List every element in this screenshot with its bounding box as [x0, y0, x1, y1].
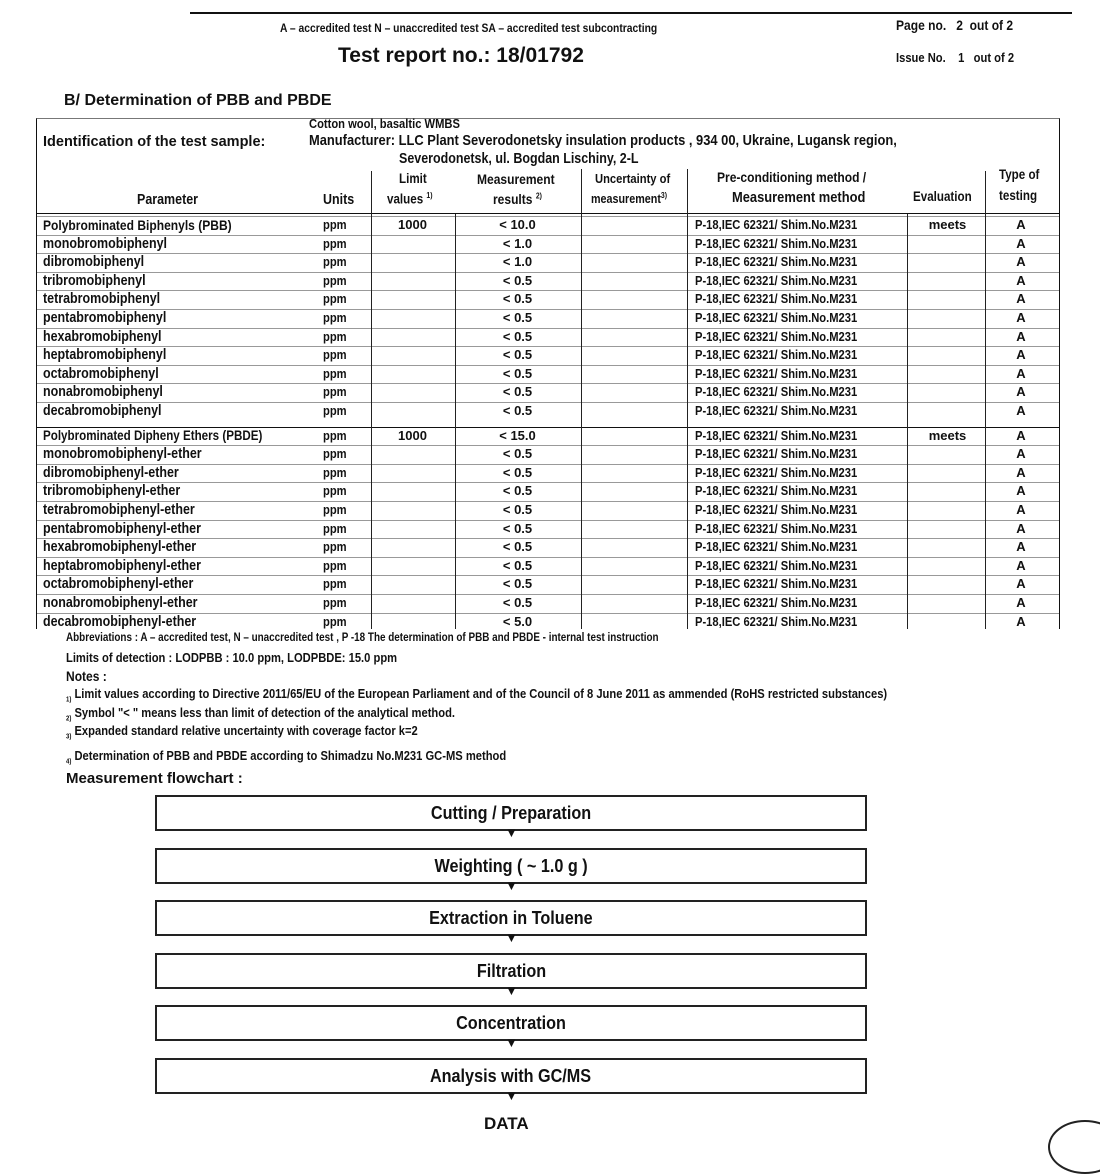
table-row [37, 383, 1059, 402]
cell-result: < 0.5 [502, 520, 533, 536]
cell-result: < 0.5 [502, 576, 533, 592]
page-number [896, 17, 1013, 33]
cell-result: < 0.5 [502, 365, 533, 381]
cell-type: A [1016, 291, 1026, 307]
cell-method: P-18,IEC 62321/ Shim.No.M231 [695, 446, 858, 462]
table-row [37, 328, 1059, 347]
cell-units: ppm [323, 576, 347, 592]
col-units: Units [323, 192, 355, 208]
column-divider [985, 171, 986, 629]
issue-number [896, 50, 1014, 65]
cell-result: < 1.0 [502, 235, 533, 251]
table-row [37, 464, 1059, 483]
cell-units: ppm [323, 557, 347, 573]
col-type-2: testing [999, 188, 1038, 203]
cell-limit: 1000 [398, 217, 427, 232]
cell-result: < 0.5 [502, 446, 533, 462]
cell-method: P-18,IEC 62321/ Shim.No.M231 [695, 365, 858, 381]
cell-parameter: hexabromobiphenyl [43, 328, 162, 345]
cell-method: P-18,IEC 62321/ Shim.No.M231 [695, 464, 858, 480]
issue-total: out of 2 [973, 50, 1015, 65]
cell-type: A [1016, 254, 1026, 270]
table-row [37, 613, 1059, 632]
sample-address: Severodonetsk, ul. Bogdan Lischiny, 2-L [399, 151, 639, 167]
cell-type: A [1016, 272, 1026, 288]
cell-result: < 0.5 [502, 291, 533, 307]
cell-parameter: nonabromobiphenyl [43, 384, 163, 401]
col-limit: Limit [399, 171, 427, 186]
cell-method: P-18,IEC 62321/ Shim.No.M231 [695, 328, 858, 344]
stamp [1048, 1120, 1100, 1174]
cell-result: < 0.5 [502, 328, 533, 344]
sample-manufacturer: Manufacturer: LLC Plant Severodonetsky insulation products , 934 00, Ukraine, Lugansk region, [309, 132, 897, 149]
cell-result: < 0.5 [502, 539, 533, 555]
cell-units: ppm [323, 613, 347, 629]
flowchart-title: Measurement flowchart : [66, 770, 243, 787]
cell-parameter: pentabromobiphenyl-ether [43, 520, 201, 537]
cell-units: ppm [323, 328, 347, 344]
notes-label: Notes : [66, 668, 107, 684]
page-label: Page no. [896, 17, 947, 33]
cell-units: ppm [323, 539, 347, 555]
cell-parameter: octabromobiphenyl [43, 365, 159, 382]
arrow-down-icon: ▼ [505, 877, 518, 893]
page-total: out of 2 [969, 17, 1014, 33]
cell-units: ppm [323, 272, 347, 288]
col-type: Type of [999, 167, 1040, 182]
cell-result: < 0.5 [502, 347, 533, 363]
col-measurement-2: results $^{2)}$ [493, 191, 542, 207]
cell-type: A [1016, 595, 1026, 610]
col-evaluation: Evaluation [913, 189, 972, 204]
cell-units: ppm [323, 254, 347, 270]
cell-type: A [1016, 427, 1026, 443]
cell-units: ppm [323, 427, 347, 443]
cell-type: A [1016, 217, 1026, 232]
flowchart-step: Concentration [155, 1005, 867, 1041]
flowchart-step: Analysis with GC/MS [155, 1058, 867, 1094]
table-row [37, 290, 1059, 309]
issue-value: 1 [958, 50, 965, 65]
sample-label: Identification of the test sample: [43, 134, 266, 150]
report-title: Test report no.: 18/01792 [338, 44, 584, 67]
table-row [37, 216, 1059, 235]
cell-method: P-18,IEC 62321/ Shim.No.M231 [695, 520, 858, 536]
cell-units: ppm [323, 291, 347, 307]
cell-method: P-18,IEC 62321/ Shim.No.M231 [695, 576, 858, 592]
cell-method: P-18,IEC 62321/ Shim.No.M231 [695, 613, 858, 629]
cell-result: < 5.0 [502, 613, 533, 629]
table-row [37, 501, 1059, 520]
cell-method: P-18,IEC 62321/ Shim.No.M231 [695, 347, 858, 363]
cell-units: ppm [323, 595, 347, 610]
cell-type: A [1016, 403, 1026, 418]
cell-units: ppm [323, 384, 347, 400]
cell-type: A [1016, 539, 1026, 555]
cell-parameter: tetrabromobiphenyl [43, 291, 161, 308]
cell-method: P-18,IEC 62321/ Shim.No.M231 [695, 254, 858, 270]
col-uncertainty-2: measurement$^{3)}$ [591, 191, 668, 207]
results-table [36, 118, 1060, 629]
cell-method: P-18,IEC 62321/ Shim.No.M231 [695, 539, 858, 555]
cell-parameter: heptabromobiphenyl [43, 347, 167, 364]
cell-method: P-18,IEC 62321/ Shim.No.M231 [695, 595, 858, 610]
cell-parameter: tetrabromobiphenyl-ether [43, 502, 195, 518]
column-divider [371, 171, 372, 629]
table-row [37, 272, 1059, 291]
cell-result: < 0.5 [502, 464, 533, 480]
col-measurement: Measurement [477, 171, 555, 187]
cell-method: P-18,IEC 62321/ Shim.No.M231 [695, 483, 858, 499]
cell-type: A [1016, 235, 1026, 251]
issue-label: Issue No. [896, 50, 946, 65]
note: $_{1)}$ Limit values according to Directive 2011/65/EU of the European Parliament and of the Council of 8 June 2011 as ammended (RoHS restricted substances) [66, 686, 888, 704]
cell-result: < 0.5 [502, 595, 533, 610]
cell-parameter: octabromobiphenyl-ether [43, 576, 194, 593]
col-parameter: Parameter [137, 192, 199, 208]
cell-method: P-18,IEC 62321/ Shim.No.M231 [695, 502, 858, 517]
cell-method: P-18,IEC 62321/ Shim.No.M231 [695, 427, 858, 443]
cell-evaluation: meets [928, 427, 967, 443]
cell-units: ppm [323, 464, 347, 480]
cell-result: < 0.5 [502, 310, 533, 325]
flowchart-end: DATA [484, 1114, 529, 1133]
flowchart-step: Filtration [155, 953, 867, 989]
cell-method: P-18,IEC 62321/ Shim.No.M231 [695, 235, 858, 251]
cell-result: < 1.0 [502, 254, 533, 270]
cell-parameter: dibromobiphenyl [43, 254, 145, 271]
header-rule [190, 12, 1072, 14]
cell-type: A [1016, 557, 1026, 573]
cell-parameter: monobromobiphenyl-ether [43, 446, 202, 463]
cell-units: ppm [323, 403, 347, 418]
cell-result: < 0.5 [502, 272, 533, 288]
cell-units: ppm [323, 347, 347, 363]
cell-method: P-18,IEC 62321/ Shim.No.M231 [695, 272, 858, 288]
cell-type: A [1016, 613, 1026, 629]
cell-parameter: Polybrominated Biphenyls (PBB) [43, 217, 232, 233]
cell-result: < 0.5 [502, 557, 533, 573]
col-limit-2: values $^{1)}$ [387, 191, 433, 207]
cell-type: A [1016, 328, 1026, 344]
cell-type: A [1016, 384, 1026, 400]
column-divider [455, 214, 456, 629]
arrow-down-icon: ▼ [505, 930, 518, 945]
flowchart-step: Weighting ( ~ 1.0 g ) [155, 848, 867, 884]
cell-type: A [1016, 464, 1026, 480]
note: $_{4)}$ Determination of PBB and PBDE according to Shimadzu No.M231 GC-MS method [66, 748, 507, 766]
cell-result: < 15.0 [499, 427, 536, 443]
cell-method: P-18,IEC 62321/ Shim.No.M231 [695, 403, 858, 418]
cell-evaluation: meets [928, 217, 967, 232]
column-divider [907, 214, 908, 629]
cell-type: A [1016, 310, 1026, 325]
header-divider [37, 213, 1059, 214]
table-row [37, 309, 1059, 328]
cell-units: ppm [323, 483, 347, 499]
arrow-down-icon: ▼ [505, 982, 518, 998]
cell-units: ppm [323, 310, 347, 325]
cell-parameter: Polybrominated Dipheny Ethers (PBDE) [43, 427, 263, 443]
table-row [37, 557, 1059, 576]
cell-method: P-18,IEC 62321/ Shim.No.M231 [695, 557, 858, 573]
cell-units: ppm [323, 235, 347, 251]
column-divider [687, 169, 688, 629]
cell-units: ppm [323, 217, 347, 232]
cell-method: P-18,IEC 62321/ Shim.No.M231 [695, 217, 858, 232]
table-row [37, 594, 1059, 613]
table-row [37, 365, 1059, 384]
cell-units: ppm [323, 446, 347, 462]
cell-parameter: tribromobiphenyl [43, 272, 146, 289]
arrow-down-icon: ▼ [505, 825, 518, 840]
col-method-2: Measurement method [732, 189, 866, 206]
note: $_{3)}$ Expanded standard relative uncertainty with coverage factor k=2 [66, 723, 418, 741]
cell-units: ppm [323, 502, 347, 517]
cell-parameter: decabromobiphenyl-ether [43, 613, 197, 630]
cell-result: < 0.5 [502, 384, 533, 400]
cell-method: P-18,IEC 62321/ Shim.No.M231 [695, 291, 858, 307]
cell-units: ppm [323, 520, 347, 536]
table-row [37, 538, 1059, 557]
col-method: Pre-conditioning method / [717, 169, 867, 185]
cell-parameter: hexabromobiphenyl-ether [43, 539, 197, 556]
cell-units: ppm [323, 365, 347, 381]
cell-result: < 0.5 [502, 502, 533, 517]
cell-type: A [1016, 502, 1026, 517]
column-divider [581, 169, 582, 629]
limits-of-detection: Limits of detection : LODPBB : 10.0 ppm, LODPBDE: 15.0 ppm [66, 650, 398, 665]
cell-type: A [1016, 446, 1026, 462]
col-uncertainty: Uncertainty of [595, 171, 671, 186]
cell-parameter: decabromobiphenyl [43, 403, 162, 419]
table-row [37, 482, 1059, 501]
cell-type: A [1016, 483, 1026, 499]
table-row [37, 346, 1059, 365]
test-type-legend: A – accredited test N – unaccredited test SA – accredited test subcontracting [280, 21, 658, 35]
table-row [37, 402, 1059, 421]
cell-parameter: monobromobiphenyl [43, 235, 168, 252]
table-row [37, 445, 1059, 464]
section-title: B/ Determination of PBB and PBDE [64, 92, 332, 109]
cell-type: A [1016, 520, 1026, 536]
cell-result: < 10.0 [499, 217, 536, 232]
cell-parameter: nonabromobiphenyl-ether [43, 595, 198, 611]
sample-line1: Cotton wool, basaltic WMBS [309, 116, 460, 131]
arrow-down-icon: ▼ [505, 1087, 518, 1103]
note: $_{2)}$ Symbol "< " means less than limit of detection of the analytical method. [66, 705, 456, 723]
table-row [37, 235, 1059, 254]
cell-parameter: tribromobiphenyl-ether [43, 483, 181, 500]
cell-result: < 0.5 [502, 403, 533, 418]
cell-parameter: heptabromobiphenyl-ether [43, 557, 201, 574]
arrow-down-icon: ▼ [505, 1035, 518, 1050]
table-row [37, 427, 1059, 446]
cell-type: A [1016, 347, 1026, 363]
cell-method: P-18,IEC 62321/ Shim.No.M231 [695, 384, 858, 400]
table-row [37, 520, 1059, 539]
flowchart-step: Cutting / Preparation [155, 795, 867, 831]
page-value: 2 [956, 17, 963, 33]
flowchart-step: Extraction in Toluene [155, 900, 867, 936]
cell-parameter: pentabromobiphenyl [43, 310, 167, 326]
cell-limit: 1000 [398, 427, 427, 443]
abbreviations: Abbreviations : A – accredited test, N – unaccredited test , P -18 The determination of PBB and PBDE - internal test instruction [66, 632, 659, 644]
cell-type: A [1016, 365, 1026, 381]
cell-method: P-18,IEC 62321/ Shim.No.M231 [695, 310, 858, 325]
cell-parameter: dibromobiphenyl-ether [43, 464, 179, 481]
table-row [37, 253, 1059, 272]
cell-type: A [1016, 576, 1026, 592]
cell-result: < 0.5 [502, 483, 533, 499]
table-row [37, 575, 1059, 594]
